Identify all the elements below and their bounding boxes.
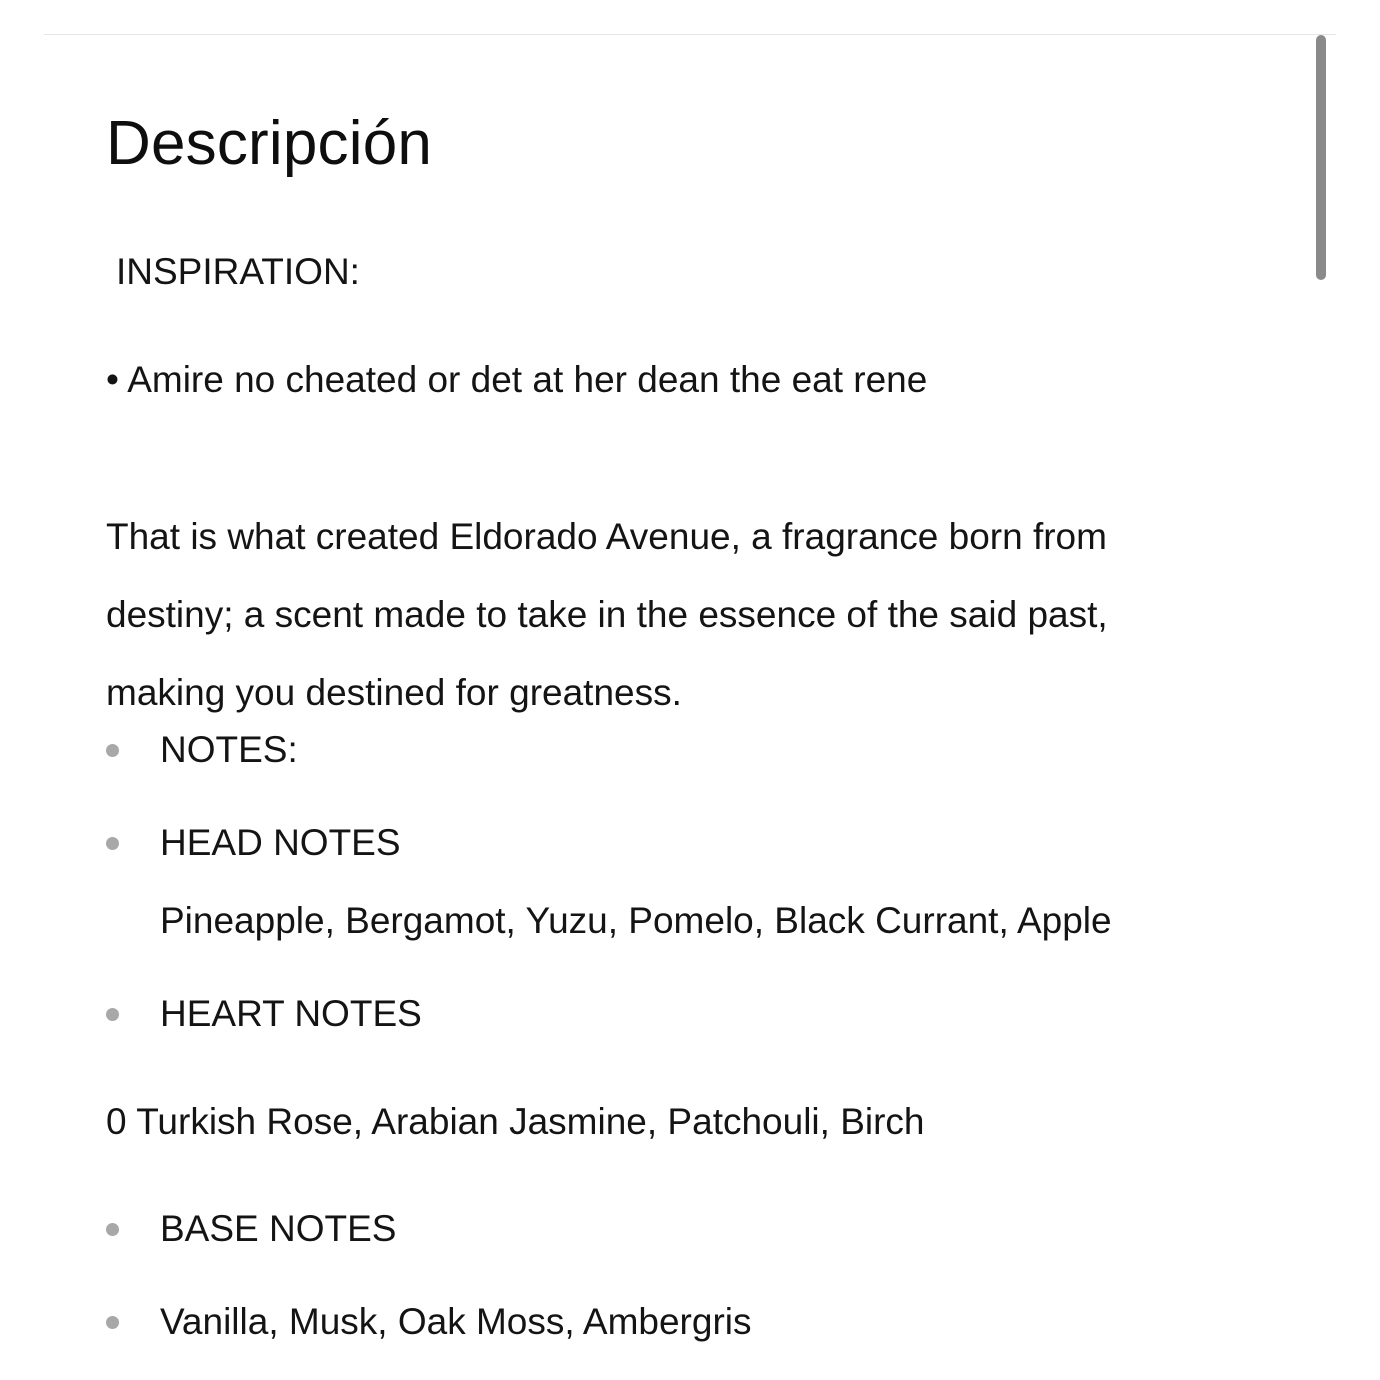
inspiration-label: INSPIRATION: [116,251,360,292]
inspiration-bullet-text: • Amire no cheated or det at her dean the eat rene [106,359,928,400]
vertical-scrollbar-thumb[interactable] [1316,35,1326,280]
notes-label: NOTES: [160,729,298,770]
head-notes-bullet-dot [106,837,119,850]
base-notes-label: BASE NOTES [160,1208,397,1249]
heart-notes-label: HEART NOTES [160,993,422,1034]
heart-notes-items: 0 Turkish Rose, Arabian Jasmine, Patchouli, Birch [106,1101,925,1142]
base-notes-items-bullet-dot [106,1316,119,1329]
description-heading: Descripción [106,109,433,178]
base-notes-items: Vanilla, Musk, Oak Moss, Ambergris [160,1301,752,1342]
notes-bullet-dot [106,744,119,757]
head-notes-items: Pineapple, Bergamot, Yuzu, Pomelo, Black Currant, Apple [160,900,1112,941]
description-paragraph: That is what created Eldorado Avenue, a fragrance born from destiny; a scent made to take in the essence of the said past, making you destined for greatness. [106,516,1108,713]
base-notes-bullet-dot [106,1223,119,1236]
heart-notes-bullet-dot [106,1008,119,1021]
head-notes-label: HEAD NOTES [160,822,401,863]
